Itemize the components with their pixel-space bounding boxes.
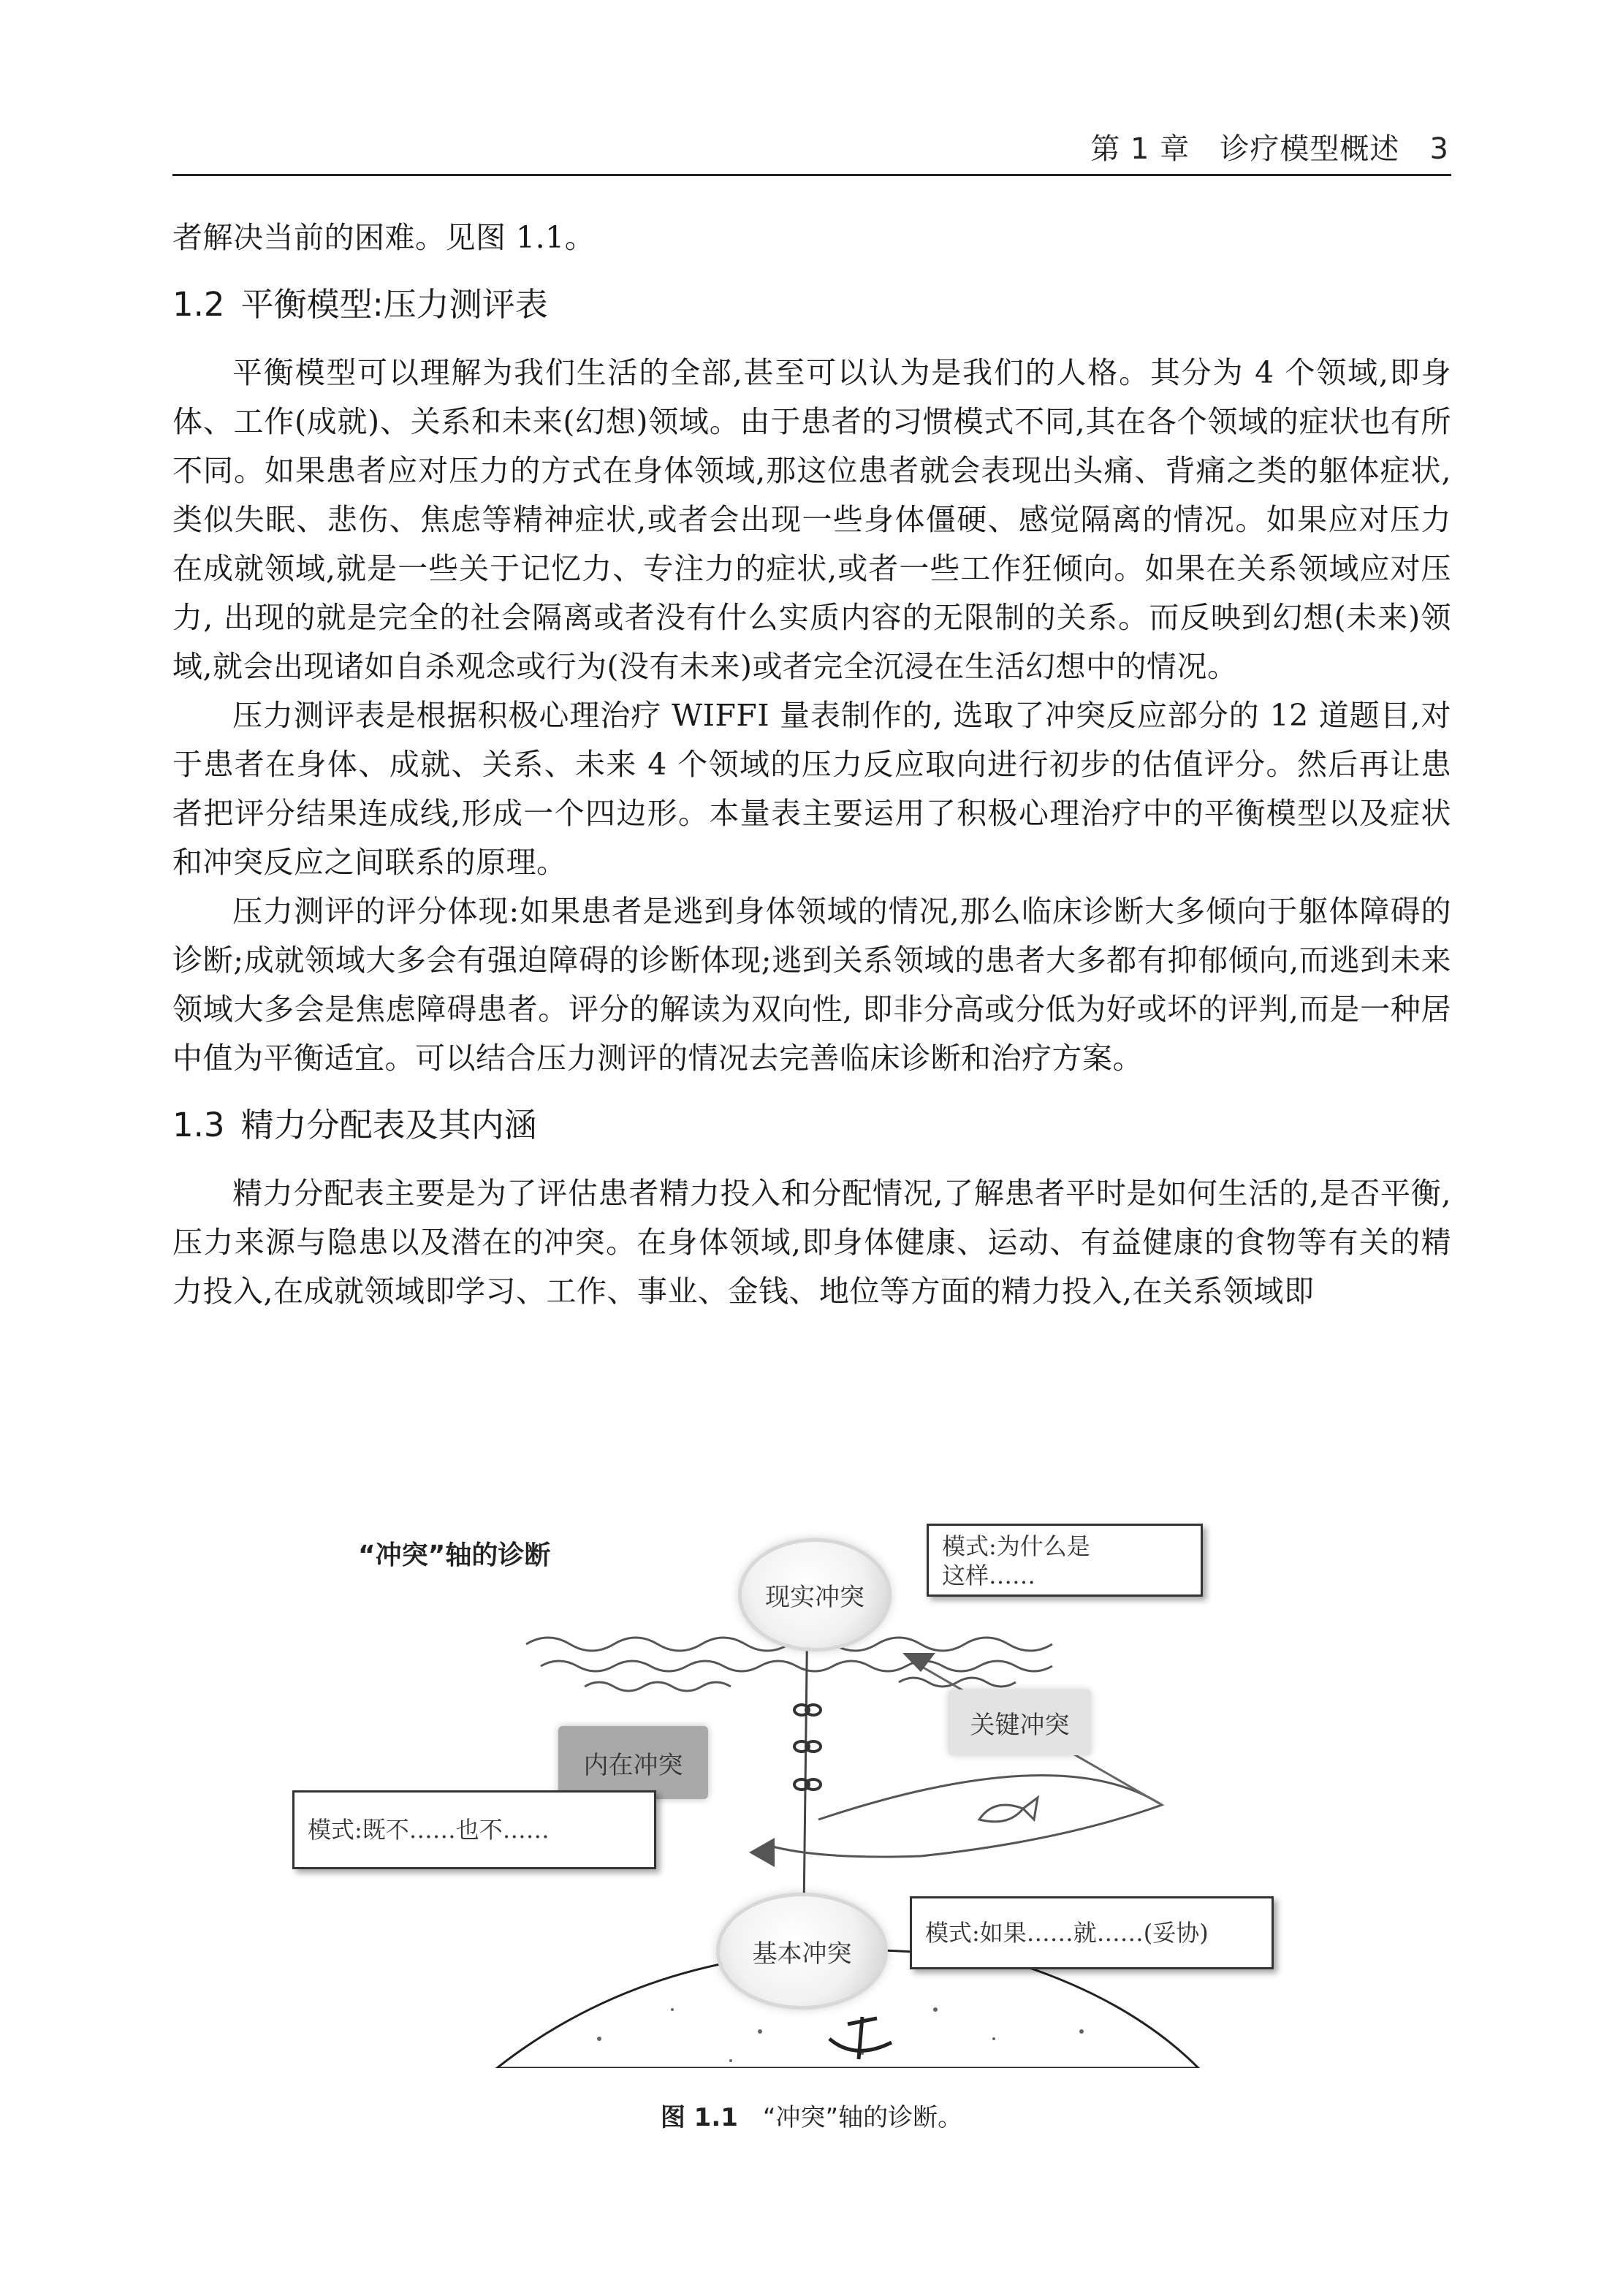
paragraph-balance-model: 平衡模型可以理解为我们生活的全部,甚至可以认为是我们的人格。其分为 4 个领域,即身体、工作(成就)、关系和未来(幻想)领域。由于患者的习惯模式不同,其在各个领域的症状也有所不同。如果患者应对压力的方式在身体领域,那这位患者就会表现出头痛、背痛之类的躯体症状,类似失眠、悲伤、焦虑等精神症状,或者会出现一些身体僵硬、感觉隔离的情况。如果应对压力在成就领域,就是一些关于记忆力、专注力的症状,或者一些工作狂倾向。如果在关系领域应对压力, 出现的就是完全的社会隔离或者没有什么实质内容的无限制的关系。而反映到幻想(未来)领域,就会出现诸如自杀观念或行为(没有未来)或者完全沉浸在生活幻想中的情况。 bbox=[172, 355, 1451, 684]
orbit-path bbox=[767, 1776, 1162, 1858]
mode-neither-box bbox=[292, 1790, 656, 1869]
section-title: 精力分配表及其内涵 bbox=[240, 1106, 537, 1144]
page-number: 3 bbox=[1429, 132, 1449, 166]
paragraph-stress-scale: 压力测评表是根据积极心理治疗 WIFFI 量表制作的, 选取了冲突反应部分的 12 道题目,对于患者在身体、成就、关系、未来 4 个领域的压力反应取向进行初步的估值评分。然后再让患者把评分结果连成线,形成一个四边形。本量表主要运用了积极心理治疗中的平衡模型以及症状和冲突反应之间联系的原理。 bbox=[172, 698, 1451, 880]
paragraph-stress-scoring: 压力测评的评分体现:如果患者是逃到身体领域的情况,那么临床诊断大多倾向于躯体障碍的诊断;成就领域大多会有强迫障碍的诊断体现;逃到关系领域的患者大多都有抑郁倾向,而逃到未来领域大多会是焦虑障碍患者。评分的解读为双向性, 即非分高或分低为好或坏的评判,而是一种居中值为平衡适宜。可以结合压力测评的情况去完善临床诊断和治疗方案。 bbox=[172, 894, 1451, 1076]
mode-why-line1: 模式:为什么是 bbox=[942, 1532, 1090, 1560]
caption-label: 图 1.1 bbox=[660, 2103, 738, 2132]
section-number: 1.3 bbox=[172, 1106, 225, 1144]
basic-conflict-label: 基本冲突 bbox=[752, 1939, 852, 1969]
section-title: 平衡模型:压力测评表 bbox=[240, 285, 548, 324]
conflict-axis-figure bbox=[292, 1498, 1330, 2068]
inner-conflict-label: 内在冲突 bbox=[583, 1750, 683, 1780]
chapter-title: 诊疗模型概述 bbox=[1220, 132, 1400, 166]
chain-line bbox=[804, 1604, 807, 1911]
figure-title: “冲突”轴的诊断 bbox=[358, 1540, 551, 1570]
mode-neither-text: 模式:既不……也不…… bbox=[308, 1816, 550, 1844]
section-heading-1-2 bbox=[172, 283, 1451, 327]
paragraph-energy-allocation: 精力分配表主要是为了评估患者精力投入和分配情况,了解患者平时是如何生活的,是否平衡,压力来源与隐患以及潜在的冲突。在身体领域,即身体健康、运动、有益健康的食物等有关的精力投入,在成就领域即学习、工作、事业、金钱、地位等方面的精力投入,在关系领域即 bbox=[172, 1176, 1451, 1309]
chain-links bbox=[794, 1705, 821, 1790]
key-conflict-label: 关键冲突 bbox=[970, 1710, 1070, 1740]
actual-conflict-bubble bbox=[742, 1542, 888, 1648]
mode-why-line2: 这样…… bbox=[942, 1562, 1036, 1589]
section-number: 1.2 bbox=[172, 285, 225, 324]
mode-why-box bbox=[927, 1524, 1203, 1597]
fish-icon bbox=[979, 1798, 1038, 1822]
mode-if-box bbox=[910, 1896, 1274, 1969]
key-conflict-box bbox=[949, 1689, 1091, 1755]
arrow-left-icon bbox=[749, 1838, 775, 1867]
section-heading-1-3 bbox=[172, 1103, 1451, 1147]
chapter-number: 第 1 章 bbox=[1090, 132, 1190, 166]
mode-if-text: 模式:如果……就……(妥协) bbox=[925, 1919, 1209, 1947]
running-header bbox=[1090, 126, 1449, 167]
actual-conflict-label: 现实冲突 bbox=[765, 1583, 864, 1612]
paragraph-continued: 者解决当前的困难。见图 1.1。 bbox=[172, 220, 596, 255]
main-text bbox=[172, 213, 1451, 1316]
header-rule bbox=[172, 174, 1451, 176]
figure-caption bbox=[0, 2097, 1623, 2133]
inner-conflict-box bbox=[558, 1726, 708, 1799]
basic-conflict-bubble bbox=[720, 1896, 884, 2006]
water-waves bbox=[526, 1638, 1052, 1691]
caption-text: “冲突”轴的诊断。 bbox=[762, 2103, 963, 2132]
